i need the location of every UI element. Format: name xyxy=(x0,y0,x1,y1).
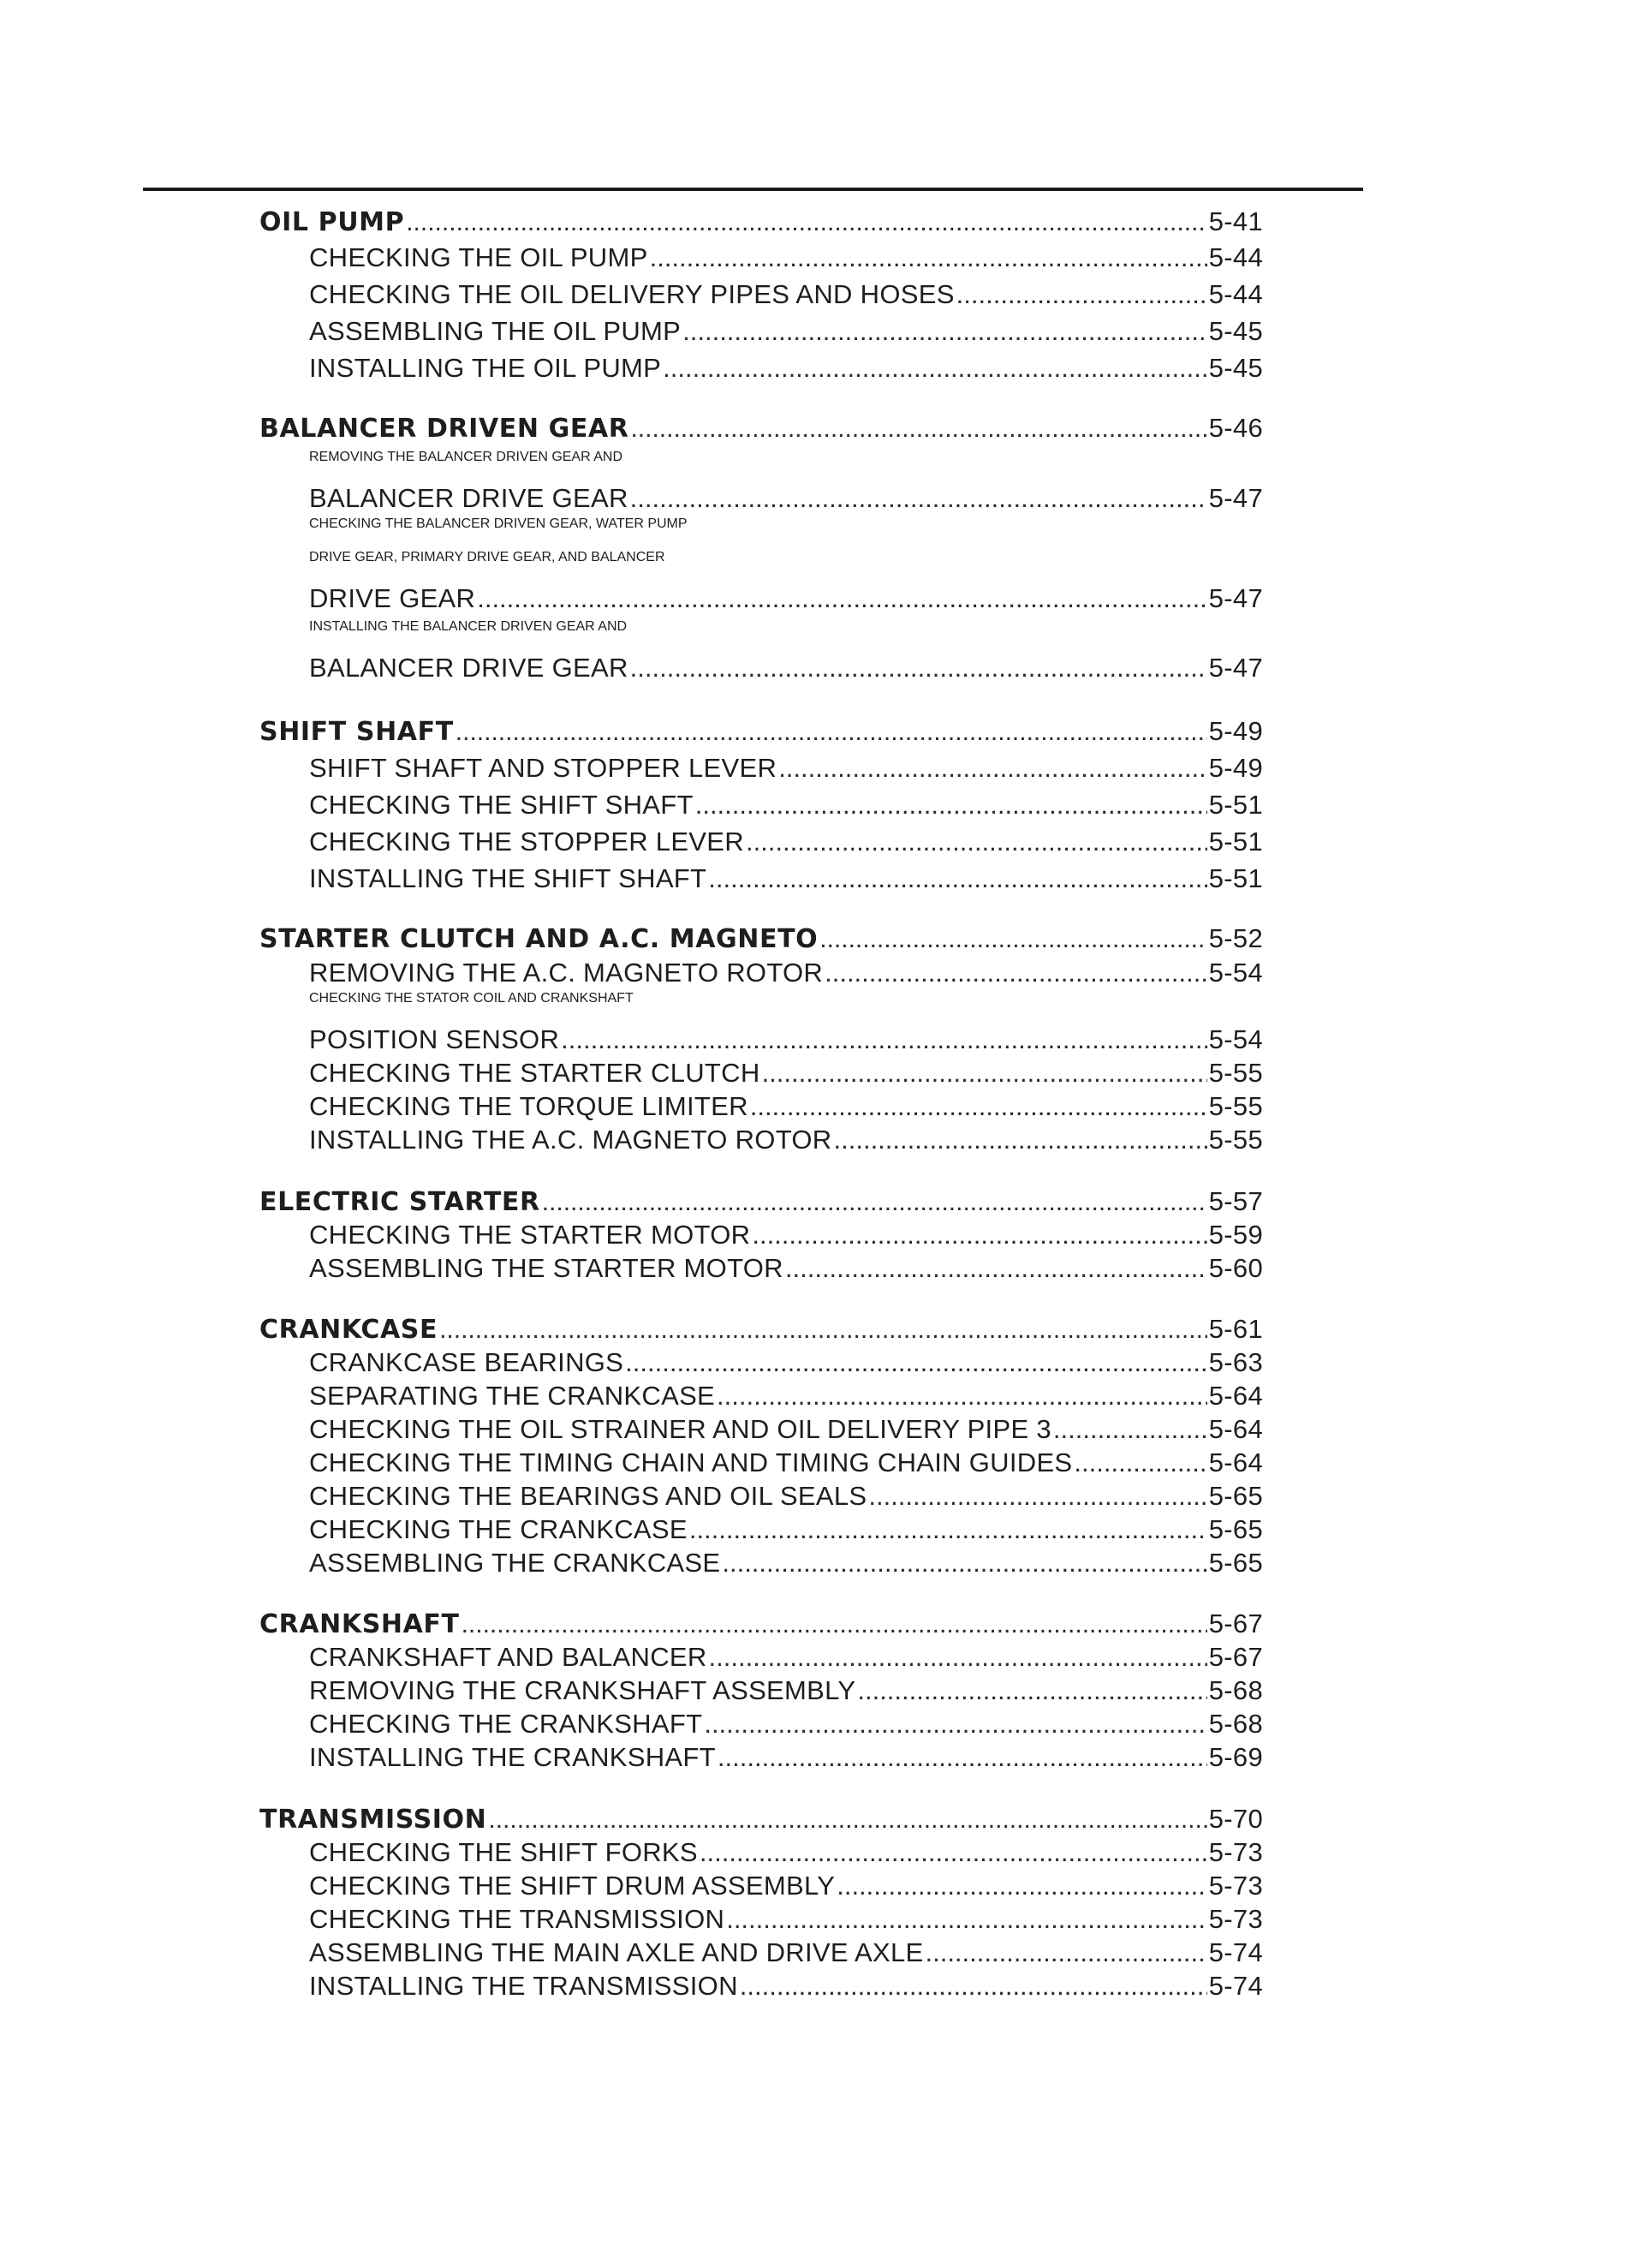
toc-page-number: 5-70 xyxy=(1208,1804,1263,1834)
toc-entry-title: SHIFT SHAFT xyxy=(259,717,454,747)
dot-leader xyxy=(462,1609,1207,1640)
toc-entry[interactable] xyxy=(309,242,1263,273)
toc-page-number: 5-64 xyxy=(1208,1414,1263,1444)
toc-entry[interactable] xyxy=(309,1124,1263,1155)
toc-entry-title: CHECKING THE TIMING CHAIN AND TIMING CHAIN GUIDES xyxy=(309,1447,1073,1477)
toc-page-number: 5-55 xyxy=(1208,1125,1263,1155)
toc-page-number: 5-65 xyxy=(1208,1481,1263,1511)
toc-entry-title: BALANCER DRIVE GEAR xyxy=(309,653,628,683)
toc-page-number: 5-68 xyxy=(1208,1675,1263,1705)
toc-entry[interactable] xyxy=(309,789,1263,821)
dot-leader xyxy=(682,315,1207,347)
toc-page-number: 5-49 xyxy=(1208,753,1263,783)
toc-page-number: 5-64 xyxy=(1208,1381,1263,1411)
toc-entry-title: CHECKING THE OIL STRAINER AND OIL DELIVERY PIPE 3 xyxy=(309,1414,1051,1444)
toc-entry[interactable] xyxy=(309,1057,1263,1089)
toc-entry-title: CHECKING THE TORQUE LIMITER xyxy=(309,1091,748,1121)
toc-section-heading[interactable] xyxy=(259,412,1263,445)
toc-page-number: 5-47 xyxy=(1208,583,1263,613)
toc-entry[interactable] xyxy=(309,1480,1263,1512)
toc-page-number: 5-44 xyxy=(1208,242,1263,272)
toc-entry-title: SHIFT SHAFT AND STOPPER LEVER xyxy=(309,753,777,783)
toc-entry[interactable] xyxy=(309,1674,1263,1706)
dot-leader xyxy=(868,1480,1206,1512)
toc-entry[interactable] xyxy=(309,862,1263,894)
toc-entry[interactable] xyxy=(309,1380,1263,1412)
toc-entry-title: OIL PUMP xyxy=(259,207,405,237)
dot-leader xyxy=(956,278,1207,310)
toc-page-number: 5-64 xyxy=(1208,1447,1263,1477)
toc-entry[interactable] xyxy=(309,1708,1263,1740)
dot-leader xyxy=(857,1674,1206,1706)
toc-page-number: 5-54 xyxy=(1208,1024,1263,1054)
toc-entry-title: CRANKCASE xyxy=(259,1315,438,1345)
toc-page-number: 5-74 xyxy=(1208,1971,1263,2001)
toc-page-number: 5-41 xyxy=(1208,206,1263,236)
dot-leader xyxy=(750,1090,1207,1122)
toc-entry-title: CHECKING THE STARTER MOTOR xyxy=(309,1220,751,1250)
toc-entry-title: SEPARATING THE CRANKCASE xyxy=(309,1381,716,1411)
dot-leader xyxy=(837,1870,1207,1901)
toc-page-number: 5-68 xyxy=(1208,1709,1263,1739)
dot-leader xyxy=(630,652,1207,683)
toc-entry-title: CHECKING THE SHIFT SHAFT xyxy=(309,790,694,820)
toc-entry-title: ASSEMBLING THE STARTER MOTOR xyxy=(309,1253,783,1283)
dot-leader xyxy=(722,1547,1206,1579)
toc-entry[interactable] xyxy=(309,618,1263,635)
toc-entry[interactable] xyxy=(309,826,1263,857)
toc-page-number: 5-51 xyxy=(1208,790,1263,820)
toc-page-number: 5-47 xyxy=(1208,653,1263,683)
toc-page-number: 5-67 xyxy=(1208,1608,1263,1638)
toc-entry-title: CHECKING THE STATOR COIL AND CRANKSHAFT xyxy=(309,991,634,1006)
toc-page-number: 5-69 xyxy=(1208,1742,1263,1772)
toc-page-number: 5-61 xyxy=(1208,1314,1263,1344)
toc-entry[interactable] xyxy=(309,1513,1263,1545)
toc-entry[interactable] xyxy=(309,1024,1263,1055)
toc-entry-title: BALANCER DRIVE GEAR xyxy=(309,483,628,513)
toc-entry[interactable] xyxy=(309,1413,1263,1445)
dot-leader xyxy=(834,1124,1207,1155)
dot-leader xyxy=(439,1315,1207,1346)
toc-entry-title: STARTER CLUTCH AND A.C. MAGNETO xyxy=(259,924,819,954)
toc-entry-title: CHECKING THE SHIFT DRUM ASSEMBLY xyxy=(309,1871,836,1901)
dot-leader xyxy=(456,717,1207,748)
dot-leader xyxy=(625,1346,1207,1378)
toc-page-number: 5-60 xyxy=(1208,1253,1263,1283)
toc-entry[interactable] xyxy=(309,652,1263,683)
toc-entry-title: BALANCER DRIVEN GEAR xyxy=(259,414,629,444)
toc-entry[interactable] xyxy=(309,1870,1263,1901)
dot-leader xyxy=(700,1836,1207,1868)
toc-page-number: 5-74 xyxy=(1208,1937,1263,1967)
toc-entry-title: CRANKSHAFT AND BALANCER xyxy=(309,1642,707,1672)
toc-entry-title: INSTALLING THE TRANSMISSION xyxy=(309,1971,738,2001)
toc-section-heading[interactable] xyxy=(259,1608,1263,1640)
toc-page-number: 5-73 xyxy=(1208,1837,1263,1867)
dot-leader xyxy=(477,582,1207,614)
toc-entry[interactable] xyxy=(309,482,1263,514)
toc-entry[interactable] xyxy=(309,1937,1263,1968)
toc-page-number: 5-63 xyxy=(1208,1347,1263,1377)
toc-entry-title: CRANKCASE BEARINGS xyxy=(309,1347,624,1377)
toc-entry[interactable] xyxy=(309,278,1263,310)
toc-entry[interactable] xyxy=(309,1252,1263,1284)
toc-entry-title: INSTALLING THE CRANKSHAFT xyxy=(309,1742,716,1772)
toc-entry-title: ELECTRIC STARTER xyxy=(259,1187,540,1217)
dot-leader xyxy=(542,1187,1207,1218)
toc-page-number: 5-65 xyxy=(1208,1548,1263,1578)
toc-page-number: 5-73 xyxy=(1208,1871,1263,1901)
toc-page-number: 5-45 xyxy=(1208,316,1263,346)
toc-page-number: 5-57 xyxy=(1208,1186,1263,1216)
toc-entry-title: ASSEMBLING THE CRANKCASE xyxy=(309,1548,721,1578)
toc-entry[interactable] xyxy=(309,1090,1263,1122)
toc-entry[interactable] xyxy=(309,990,1263,1006)
toc-entry-title: INSTALLING THE A.C. MAGNETO ROTOR xyxy=(309,1125,832,1155)
toc-entry-title: POSITION SENSOR xyxy=(309,1024,560,1054)
toc-entry[interactable] xyxy=(309,1970,1263,2002)
dot-leader xyxy=(406,207,1207,238)
dot-leader xyxy=(819,924,1207,955)
toc-page-number: 5-55 xyxy=(1208,1091,1263,1121)
toc-entry-title: CHECKING THE STOPPER LEVER xyxy=(309,827,744,856)
toc-entry[interactable] xyxy=(309,315,1263,347)
dot-leader xyxy=(778,752,1207,784)
toc-entry-title: REMOVING THE A.C. MAGNETO ROTOR xyxy=(309,958,824,988)
dot-leader xyxy=(663,352,1207,384)
toc-entry[interactable] xyxy=(309,1547,1263,1579)
toc-entry-title: DRIVE GEAR, PRIMARY DRIVE GEAR, AND BALANCER xyxy=(309,550,665,564)
dot-leader xyxy=(718,1741,1207,1773)
toc-entry[interactable] xyxy=(309,516,1263,532)
dot-leader xyxy=(561,1024,1207,1055)
toc-entry-title: CHECKING THE BALANCER DRIVEN GEAR, WATER PUMP xyxy=(309,516,688,531)
toc-entry-title: CHECKING THE OIL PUMP xyxy=(309,242,648,272)
dot-leader xyxy=(717,1380,1207,1412)
toc-entry[interactable] xyxy=(309,449,1263,465)
toc-entry[interactable] xyxy=(309,1741,1263,1773)
toc-section-heading[interactable] xyxy=(259,1185,1263,1218)
toc-entry-title: CRANKSHAFT xyxy=(259,1609,460,1639)
toc-page-number: 5-54 xyxy=(1208,958,1263,988)
toc-entry[interactable] xyxy=(309,752,1263,784)
dot-leader xyxy=(825,957,1207,988)
dot-leader xyxy=(630,414,1206,445)
dot-leader xyxy=(689,1513,1207,1545)
toc-entry[interactable] xyxy=(309,1836,1263,1868)
toc-page-number: 5-45 xyxy=(1208,353,1263,383)
toc-entry-title: INSTALLING THE OIL PUMP xyxy=(309,353,662,383)
toc-page-number: 5-65 xyxy=(1208,1514,1263,1544)
toc-page-number: 5-44 xyxy=(1208,279,1263,309)
dot-leader xyxy=(488,1805,1206,1835)
toc-entry[interactable] xyxy=(309,582,1263,614)
toc-entry-title: CHECKING THE TRANSMISSION xyxy=(309,1904,725,1934)
toc-section-heading[interactable] xyxy=(259,715,1263,748)
dot-leader xyxy=(740,1970,1207,2002)
toc-page-number: 5-52 xyxy=(1208,923,1263,953)
toc-page-number: 5-73 xyxy=(1208,1904,1263,1934)
toc-entry-title: CHECKING THE BEARINGS AND OIL SEALS xyxy=(309,1481,867,1511)
toc-entry-title: INSTALLING THE SHIFT SHAFT xyxy=(309,863,707,893)
dot-leader xyxy=(762,1057,1207,1089)
toc-entry[interactable] xyxy=(309,1346,1263,1378)
toc-page-number: 5-51 xyxy=(1208,827,1263,856)
dot-leader xyxy=(746,826,1207,857)
toc-entry-title: INSTALLING THE BALANCER DRIVEN GEAR AND xyxy=(309,619,628,634)
toc-page-number: 5-47 xyxy=(1208,483,1263,513)
toc-entry[interactable] xyxy=(309,1641,1263,1673)
dot-leader xyxy=(709,1641,1207,1673)
toc-entry-title: CHECKING THE STARTER CLUTCH xyxy=(309,1058,760,1088)
toc-section-heading[interactable] xyxy=(259,1803,1263,1835)
dot-leader xyxy=(708,862,1206,894)
toc-section-heading[interactable] xyxy=(259,922,1263,955)
toc-page-number: 5-59 xyxy=(1208,1220,1263,1250)
toc-page-number: 5-51 xyxy=(1208,863,1263,893)
dot-leader xyxy=(650,242,1207,273)
toc-entry[interactable] xyxy=(309,549,1263,565)
dot-leader xyxy=(726,1903,1207,1935)
dot-leader xyxy=(925,1937,1206,1968)
dot-leader xyxy=(1053,1413,1207,1445)
toc-entry-title: DRIVE GEAR xyxy=(309,583,476,613)
dot-leader xyxy=(785,1252,1207,1284)
toc-entry[interactable] xyxy=(309,352,1263,384)
toc-entry-title: TRANSMISSION xyxy=(259,1805,487,1835)
toc-entry-title: ASSEMBLING THE MAIN AXLE AND DRIVE AXLE xyxy=(309,1937,924,1967)
dot-leader xyxy=(704,1708,1206,1740)
toc-page-number: 5-67 xyxy=(1208,1642,1263,1672)
toc-entry-title: REMOVING THE CRANKSHAFT ASSEMBLY xyxy=(309,1675,856,1705)
toc-entry-title: CHECKING THE CRANKCASE xyxy=(309,1514,688,1544)
dot-leader xyxy=(695,789,1207,821)
toc-entry-title: REMOVING THE BALANCER DRIVEN GEAR AND xyxy=(309,450,622,464)
toc-entry-title: CHECKING THE SHIFT FORKS xyxy=(309,1837,698,1867)
toc-section-heading[interactable] xyxy=(259,1313,1263,1346)
toc-entry[interactable] xyxy=(309,957,1263,988)
toc-page-number: 5-49 xyxy=(1208,716,1263,746)
toc-entry[interactable] xyxy=(309,1903,1263,1935)
toc-entry[interactable] xyxy=(309,1219,1263,1250)
toc-entry-title: CHECKING THE CRANKSHAFT xyxy=(309,1709,703,1739)
toc-page-number: 5-55 xyxy=(1208,1058,1263,1088)
dot-leader xyxy=(630,482,1207,514)
toc-entry-title: CHECKING THE OIL DELIVERY PIPES AND HOSES xyxy=(309,279,955,309)
toc-entry-title: ASSEMBLING THE OIL PUMP xyxy=(309,316,682,346)
toc-entry[interactable] xyxy=(309,1447,1263,1478)
toc-page-number: 5-46 xyxy=(1208,413,1263,443)
dot-leader xyxy=(1074,1447,1206,1478)
toc-section-heading[interactable] xyxy=(259,206,1263,238)
dot-leader xyxy=(752,1219,1206,1250)
